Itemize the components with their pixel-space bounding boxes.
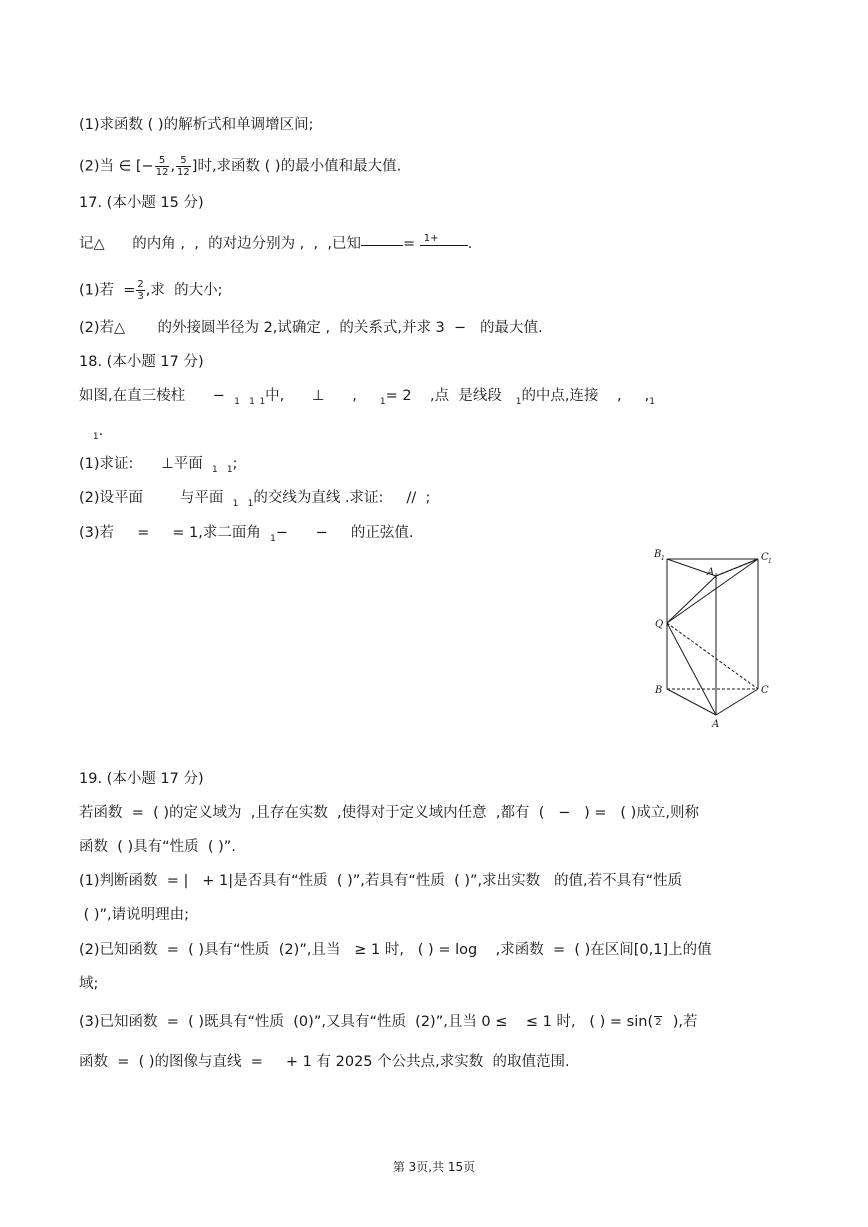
q18-stem: 如图,在直三棱柱 − $_1$ $_1$ $_1$中, ⊥ , $_1$= 2 ,点 是线段 $_1$的中点,连接 , $,_1$	[79, 388, 655, 407]
prism-figure	[650, 545, 780, 730]
q19-part2b: 域;	[79, 976, 99, 992]
q19-part3b: 函数 = ( )的图像与直线 = + 1 有 2025 个公共点,求实数 的取值范围.	[79, 1054, 570, 1070]
label-C1: C	[761, 552, 769, 563]
q16-part1: (1)求函数 ( )的解析式和单调增区间;	[79, 117, 314, 133]
label-Q: Q	[655, 619, 664, 630]
label-A1: A	[707, 567, 715, 578]
q19-part2a: (2)已知函数 = ( )具有“性质 (2)”,且当 ≥ 1 时, ( ) = log ,求函数 = ( )在区间[0,1]上的值	[79, 942, 712, 958]
q18-part2: (2)设平面 与平面 $_1$ $_1$的交线为直线 .求证: // ;	[79, 490, 431, 509]
q19-stem-2: 函数 ( )具有“性质 ( )”.	[79, 839, 236, 855]
fraction: 1+	[420, 237, 468, 251]
fraction: $\frac{2}{3}$	[137, 279, 144, 302]
q17-part1: (1)若 = $\frac{2}{3}$ ,求 的大小;	[79, 279, 223, 302]
q18-stem-cont: $_1$.	[92, 423, 104, 442]
label-C: C	[761, 685, 769, 696]
svg-text:1: 1	[768, 558, 772, 565]
q18-part3: (3)若 = = 1,求二面角 $_1$− − 的正弦值.	[79, 525, 414, 544]
label-B1: B	[654, 549, 662, 560]
q18-header: 18. (本小题 17 分)	[79, 354, 204, 370]
svg-text:1: 1	[714, 573, 718, 580]
q17-stem: 记△ 的内角 , , 的对边分别为 , , ,已知 = 1+ .	[79, 233, 473, 252]
q18-part1: (1)求证: ⊥平面 $_1$ $_1$;	[79, 456, 238, 475]
fraction: 2	[655, 1017, 662, 1028]
q19-part1b: ( )”,请说明理由;	[79, 907, 190, 923]
svg-text:1: 1	[661, 555, 665, 562]
q16-part2: (2)当 ∈ [− $\frac{5}{12}$ , $\frac{5}{12}$ ]时,求函数 ( )的最小值和最大值.	[79, 155, 402, 178]
label-A: A	[712, 719, 720, 730]
q19-part3a: (3)已知函数 = ( )既具有“性质 (0)”,又具有“性质 (2)”,且当 0 ≤ ≤ 1 时, ( ) = sin( 2 ),若	[79, 1014, 698, 1030]
label-B: B	[655, 685, 663, 696]
q19-header: 19. (本小题 17 分)	[79, 771, 204, 787]
q17-header: 17. (本小题 15 分)	[79, 195, 204, 211]
page-footer: 第 3页,共 15页	[392, 1160, 476, 1174]
fraction: $\frac{5}{12}$	[155, 155, 169, 178]
q19-stem-1: 若函数 = ( )的定义域为 ,且存在实数 ,使得对于定义域内任意 ,都有 ( − ) = ( )成立,则称	[79, 805, 699, 821]
fraction: $\frac{5}{12}$	[177, 155, 190, 178]
q19-part1a: (1)判断函数 = | + 1|是否具有“性质 ( )”,若具有“性质 ( )”,求出实数 的值,若不具有“性质	[79, 873, 683, 889]
q17-part2: (2)若△ 的外接圆半径为 2,试确定 , 的关系式,并求 3 − 的最大值.	[79, 320, 543, 336]
